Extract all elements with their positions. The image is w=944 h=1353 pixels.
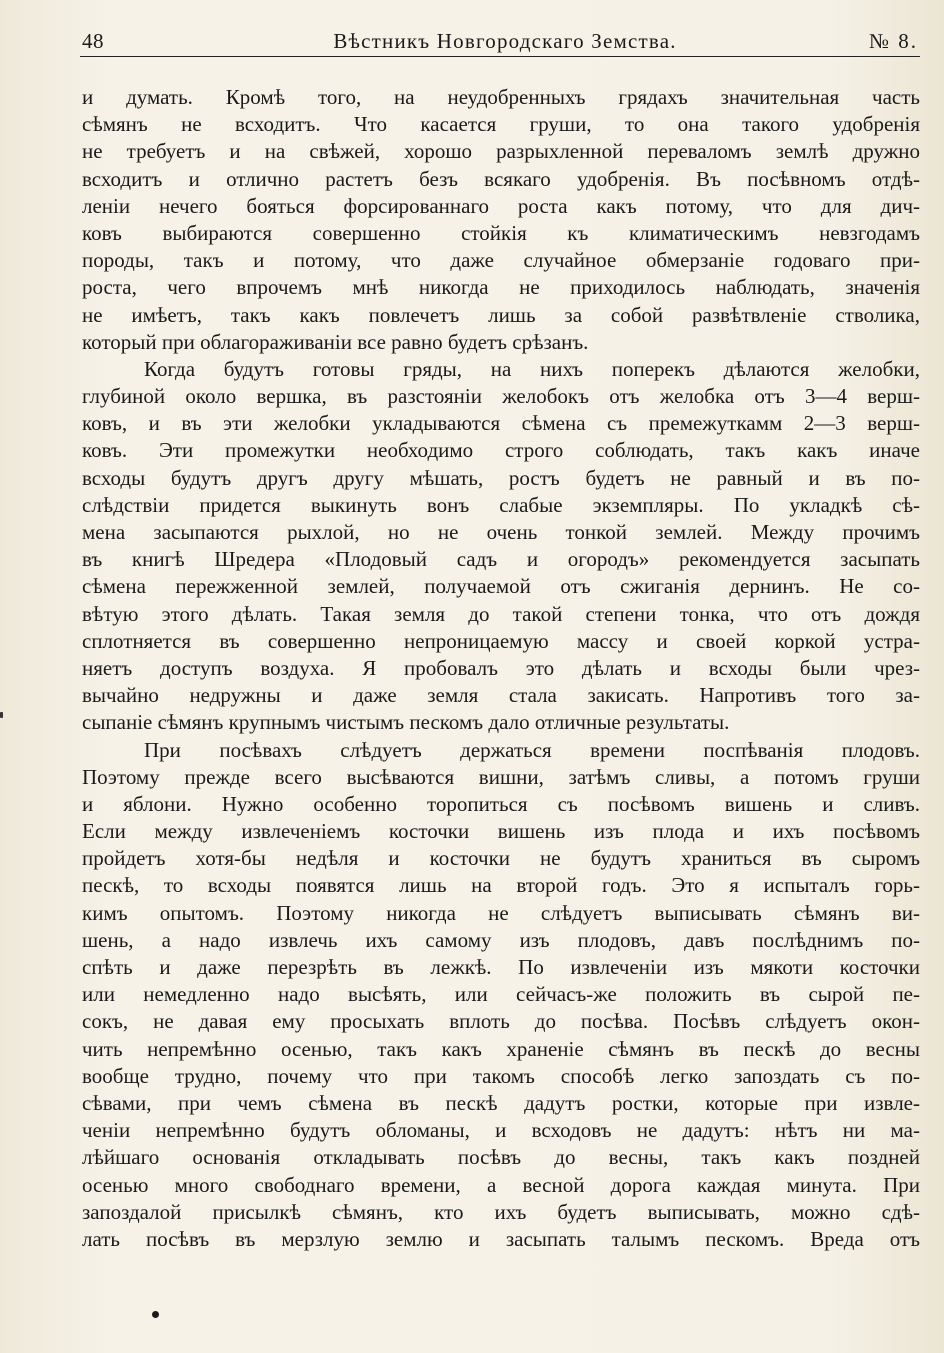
text-line: Если между извлеченіемъ косточки вишень изъ плода и ихъ посѣвомъ xyxy=(82,819,920,844)
text-line: лать посѣвъ въ мерзлую землю и засыпать талымъ пескомъ. Вреда отъ xyxy=(82,1226,920,1251)
header-rule xyxy=(80,56,920,57)
text-line: и яблони. Нужно особенно торопиться съ посѣвомъ вишень и сливъ. xyxy=(82,791,920,816)
text-line: не требуетъ и на свѣжей, хорошо разрыхленной переваломъ землѣ дружно xyxy=(82,139,920,164)
text-line: вѣтую этого дѣлать. Такая земля до такой степени тонка, что отъ дождя xyxy=(82,601,920,626)
text-line: чить непремѣнно осенью, такъ какъ храненіе сѣмянъ въ пескѣ до весны xyxy=(82,1036,920,1061)
text-line: запоздалой присылкѣ сѣмянъ, кто ихъ будетъ выписывать, можно сдѣ- xyxy=(82,1199,920,1224)
text-line: ченіи непремѣнно будутъ обломаны, и всходовъ не дадутъ: нѣтъ ни ма- xyxy=(82,1118,920,1143)
text-line: мена засыпаются рыхлой, но не очень тонкой землей. Между прочимъ xyxy=(82,520,920,544)
text-line: лѣйшаго основанія откладывать посѣвъ до весны, такъ какъ поздней xyxy=(82,1145,920,1170)
text-line: ковъ, и въ эти желобки укладываются сѣмена съ премежуткамм 2—3 верш- xyxy=(82,411,920,436)
text-line: глубиной около вершка, въ разстояніи желобокъ отъ желобка отъ 3—4 верш- xyxy=(82,384,920,409)
text-line: вообще трудно, почему что при такомъ способѣ легко запоздать съ по- xyxy=(82,1063,920,1088)
text-line: кимъ опытомъ. Поэтому никогда не слѣдуетъ выписывать сѣмянъ ви- xyxy=(82,900,920,925)
text-line: который при облагораживаніи все равно будетъ срѣзанъ. xyxy=(82,329,589,354)
text-line: пройдетъ хотя-бы недѣля и косточки не будутъ храниться въ сыромъ xyxy=(82,846,920,871)
text-line: слѣдствіи придется выкинуть вонъ слабые экземпляры. По укладкѣ сѣ- xyxy=(82,492,920,517)
text-line: леніи нечего бояться форсированнаго роста какъ потому, что для дич- xyxy=(82,193,920,218)
margin-mark xyxy=(0,712,3,718)
text-line: Когда будутъ готовы гряды, на нихъ поперекъ дѣлаются желобки, xyxy=(144,356,920,381)
ink-dot xyxy=(152,1311,159,1318)
text-line: въ книгѣ Шредера «Плодовый садъ и огородъ» рекомендуется засыпать xyxy=(82,547,920,572)
text-line: спѣть и даже перезрѣть въ лежкѣ. По извлеченіи изъ мякоти косточки xyxy=(82,955,920,979)
text-line: пескѣ, то всходы появятся лишь на второй годъ. Это я испыталъ горь- xyxy=(82,873,920,898)
text-line: осенью много свободнаго времени, а весной дорога каждая минута. При xyxy=(82,1172,920,1197)
text-line: сѣвами, при чемъ сѣмена въ пескѣ дадутъ ростки, которые при извле- xyxy=(82,1090,920,1115)
text-line: или немедленно надо высѣять, или сейчасъ-же положить въ сырой пе- xyxy=(82,982,920,1007)
text-line: сѣмена пережженной землей, получаемой отъ сжиганія дернинъ. Не со- xyxy=(82,574,920,599)
text-line: Поэтому прежде всего высѣваются вишни, затѣмъ сливы, а потомъ груши xyxy=(82,764,920,789)
text-line: няетъ доступъ воздуха. Я пробовалъ это дѣлать и всходы были чрез- xyxy=(82,655,920,680)
text-line: всходитъ и отлично растетъ безъ всякаго удобренія. Въ посѣвномъ отдѣ- xyxy=(82,166,920,191)
text-line: ковъ выбираются совершенно стойкія къ климатическимъ невзгодамъ xyxy=(82,220,920,245)
text-line: сыпаніе сѣмянъ крупнымъ чистымъ пескомъ дало отличные результаты. xyxy=(82,710,730,735)
text-line: ковъ. Эти промежутки необходимо строго соблюдать, такъ какъ иначе xyxy=(82,438,920,463)
journal-title: Вѣстникъ Новгородскаго Земства. xyxy=(333,29,677,53)
text-line: породы, такъ и потому, что даже случайное обмерзаніе годоваго при- xyxy=(82,248,920,273)
text-line: вычайно недружны и даже земля стала закисать. Напротивъ того за- xyxy=(82,683,920,708)
text-line: и думать. Кромѣ того, на неудобренныхъ грядахъ значительная часть xyxy=(82,85,920,109)
page-number: 48 xyxy=(82,29,104,53)
text-line: При посѣвахъ слѣдуетъ держаться времени поспѣванія плодовъ. xyxy=(144,737,920,762)
text-line: сокъ, не давая ему просыхать вплоть до посѣва. Посѣвъ слѣдуетъ окон- xyxy=(82,1009,920,1034)
issue-number: № 8. xyxy=(868,29,918,53)
text-line: роста, чего впрочемъ мнѣ никогда не приходилось наблюдать, значенія xyxy=(82,275,920,300)
text-line: всходы будутъ другъ другу мѣшать, ростъ будетъ не равный и въ по- xyxy=(82,465,920,490)
text-line: не имѣетъ, такъ какъ повлечетъ лишь за собой развѣтвленіе стволика, xyxy=(82,302,920,327)
text-line: сплотняется въ совершенно непроницаемую массу и своей коркой устра- xyxy=(82,628,920,653)
article-body xyxy=(82,84,920,1253)
text-line: сѣмянъ не всходитъ. Что касается груши, то она такого удобренія xyxy=(82,112,920,137)
running-header xyxy=(82,28,918,54)
text-line: шень, а надо извлечь ихъ самому изъ плодовъ, давъ послѣднимъ по- xyxy=(82,927,920,952)
